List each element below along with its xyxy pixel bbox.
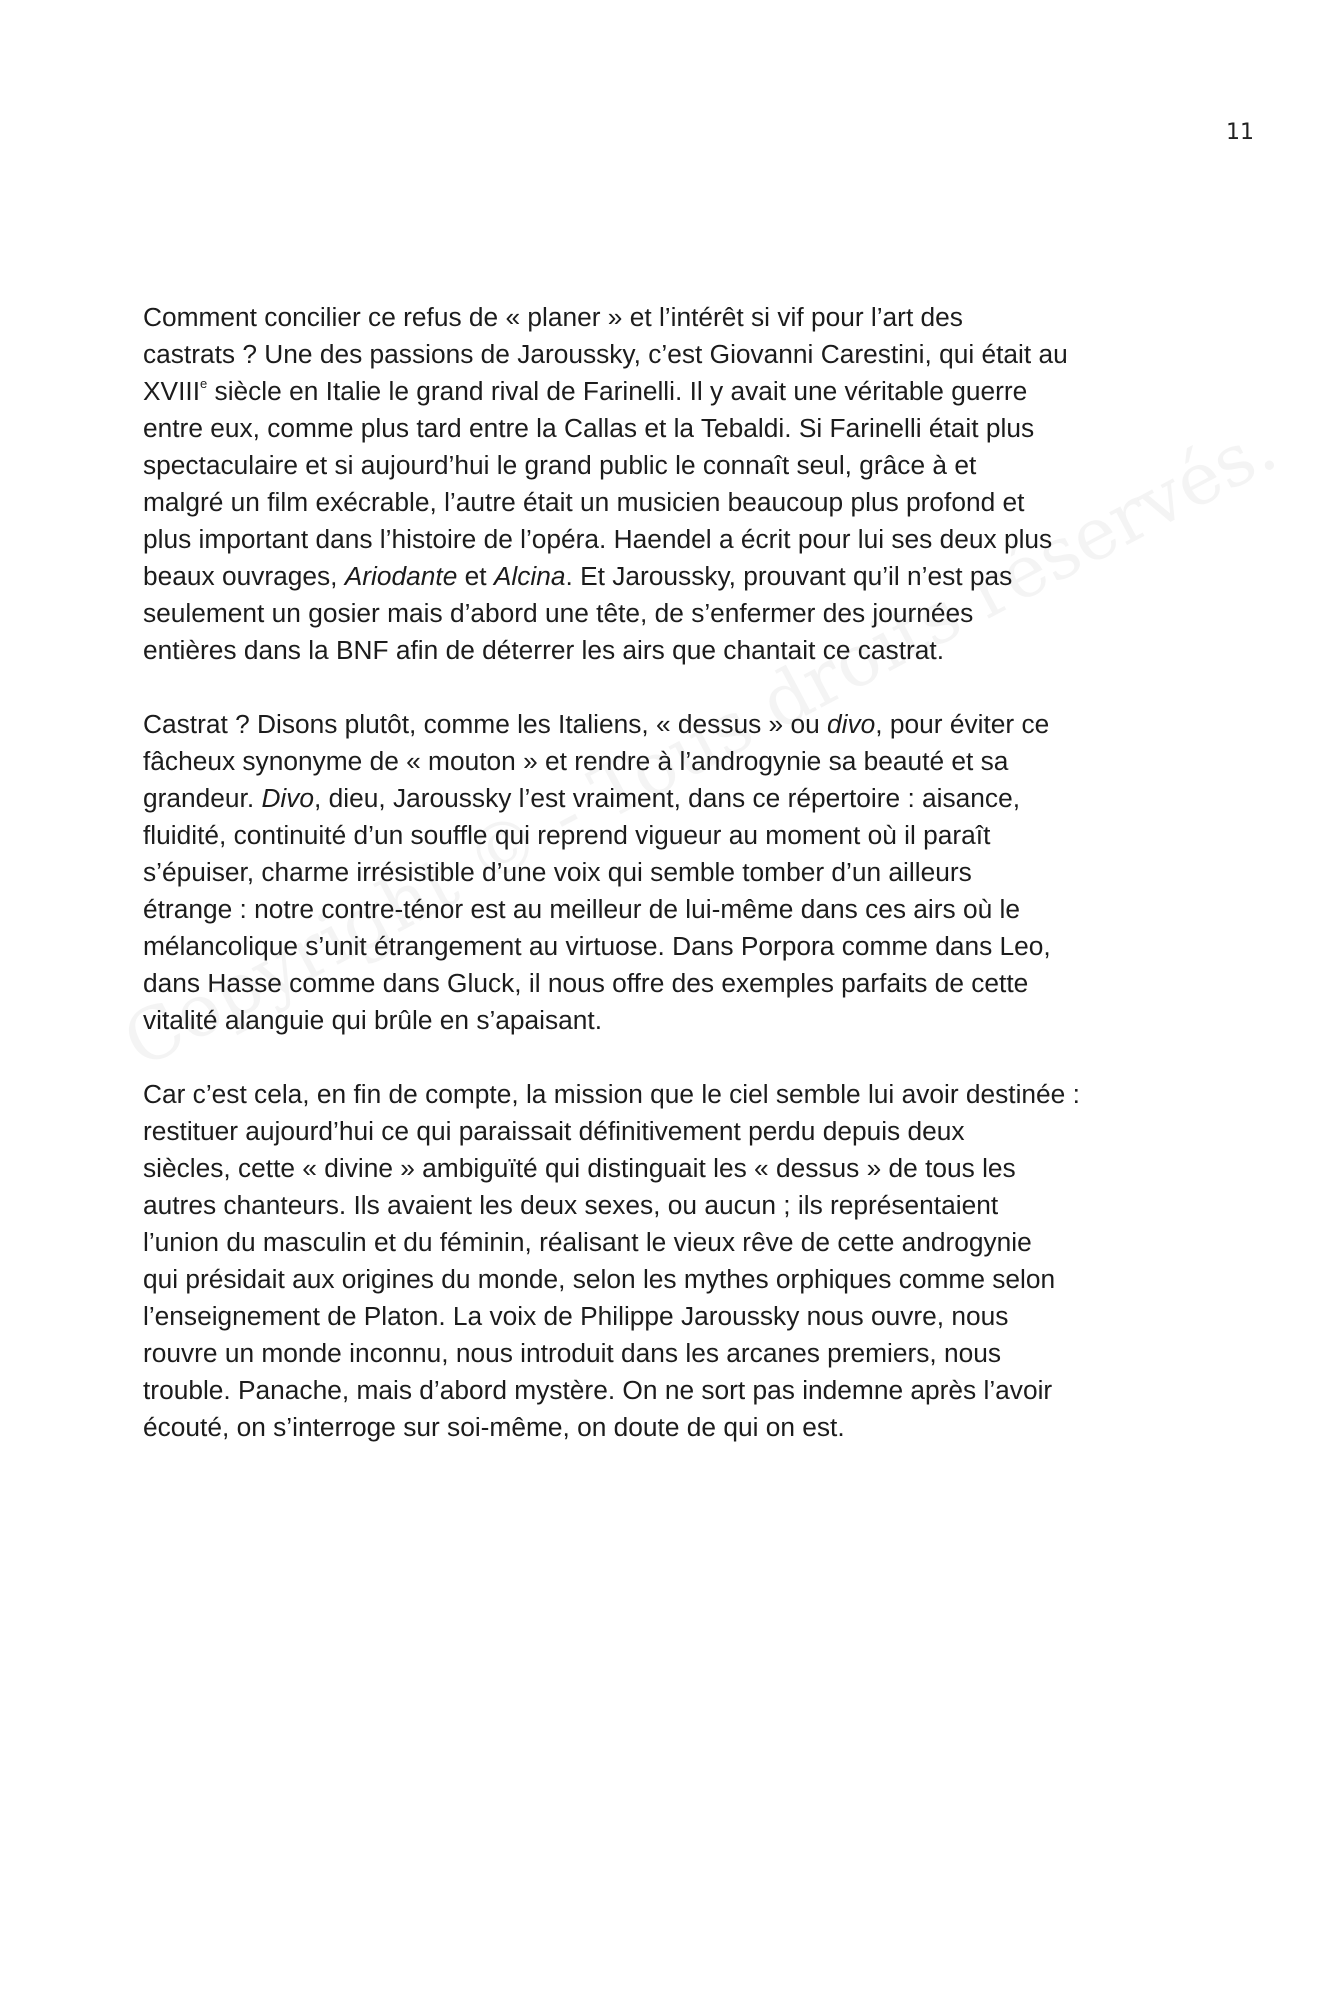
text-run: Car c’est cela, en fin de compte, la mission que le ciel semble lui avoir destinée : [143,1079,1080,1109]
italic-text: Alcina [493,561,566,591]
paragraph [143,299,1203,669]
text-line [143,1113,1203,1150]
body-text [143,299,1203,1483]
text-run: fâcheux synonyme de « mouton » et rendre à l’androgynie sa beauté et sa [143,746,1009,776]
text-run: , pour éviter ce [875,709,1050,739]
text-run: étrange : notre contre-ténor est au meilleur de lui-même dans ces airs où le [143,894,1021,924]
text-run: l’enseignement de Platon. La voix de Philippe Jaroussky nous ouvre, nous [143,1301,1009,1331]
text-run: trouble. Panache, mais d’abord mystère. On ne sort pas indemne après l’avoir [143,1375,1053,1405]
text-run: . Et Jaroussky, prouvant qu’il n’est pas [565,561,1013,591]
text-run: beaux ouvrages, [143,561,345,591]
text-run: castrats ? Une des passions de Jaroussky, c’est Giovanni Carestini, qui était au [143,339,1068,369]
text-run: et [457,561,494,591]
text-run: mélancolique s’unit étrangement au virtuose. Dans Porpora comme dans Leo, [143,931,1051,961]
text-line [143,1076,1203,1113]
text-run: , dieu, Jaroussky l’est vraiment, dans ce répertoire : aisance, [314,783,1021,813]
text-line [143,1409,1203,1446]
text-line [143,780,1203,817]
text-line [143,1224,1203,1261]
text-run: restituer aujourd’hui ce qui paraissait définitivement perdu depuis deux [143,1116,965,1146]
text-line [143,632,1203,669]
text-line [143,1372,1203,1409]
text-line [143,484,1203,521]
text-run: seulement un gosier mais d’abord une tête, de s’enfermer des journées [143,598,974,628]
text-run: siècles, cette « divine » ambiguïté qui distinguait les « dessus » de tous les [143,1153,1016,1183]
text-run: Castrat ? Disons plutôt, comme les Italiens, « dessus » ou [143,709,828,739]
text-run: fluidité, continuité d’un souffle qui reprend vigueur au moment où il paraît [143,820,991,850]
text-run: XVIII [143,376,200,406]
text-run: qui présidait aux origines du monde, selon les mythes orphiques comme selon [143,1264,1056,1294]
superscript-text: e [200,376,208,391]
text-run: entières dans la BNF afin de déterrer les airs que chantait ce castrat. [143,635,945,665]
text-line [143,447,1203,484]
text-line [143,928,1203,965]
page-number: 11 [1226,120,1254,145]
text-run: malgré un film exécrable, l’autre était un musicien beaucoup plus profond et [143,487,1025,517]
text-line [143,1002,1203,1039]
text-run: plus important dans l’histoire de l’opéra. Haendel a écrit pour lui ses deux plus [143,524,1053,554]
text-line [143,965,1203,1002]
text-line [143,336,1203,373]
text-run: siècle en Italie le grand rival de Farinelli. Il y avait une véritable guerre [207,376,1028,406]
text-line [143,1335,1203,1372]
text-line [143,891,1203,928]
text-line [143,1261,1203,1298]
text-run: autres chanteurs. Ils avaient les deux sexes, ou aucun ; ils représentaient [143,1190,999,1220]
text-line [143,706,1203,743]
text-line [143,854,1203,891]
text-run: spectaculaire et si aujourd’hui le grand public le connaît seul, grâce à et [143,450,977,480]
text-line [143,743,1203,780]
text-line [143,817,1203,854]
text-line [143,299,1203,336]
text-line [143,1298,1203,1335]
paragraph [143,706,1203,1039]
text-run: rouvre un monde inconnu, nous introduit dans les arcanes premiers, nous [143,1338,1002,1368]
text-run: s’épuiser, charme irrésistible d’une voix qui semble tomber d’un ailleurs [143,857,972,887]
italic-text: Divo [261,783,315,813]
text-line [143,410,1203,447]
text-run: grandeur. [143,783,262,813]
paragraph [143,1076,1203,1446]
text-line [143,1187,1203,1224]
text-run: vitalité alanguie qui brûle en s’apaisant. [143,1005,603,1035]
text-run: dans Hasse comme dans Gluck, il nous offre des exemples parfaits de cette [143,968,1029,998]
text-run: entre eux, comme plus tard entre la Callas et la Tebaldi. Si Farinelli était plus [143,413,1035,443]
italic-text: divo [827,709,876,739]
italic-text: Ariodante [344,561,458,591]
text-line [143,558,1203,595]
text-line [143,521,1203,558]
text-line [143,1150,1203,1187]
text-line [143,373,1203,410]
text-line [143,595,1203,632]
text-run: l’union du masculin et du féminin, réalisant le vieux rêve de cette androgynie [143,1227,1032,1257]
text-run: écouté, on s’interroge sur soi-même, on doute de qui on est. [143,1412,845,1442]
text-run: Comment concilier ce refus de « planer » et l’intérêt si vif pour l’art des [143,302,963,332]
